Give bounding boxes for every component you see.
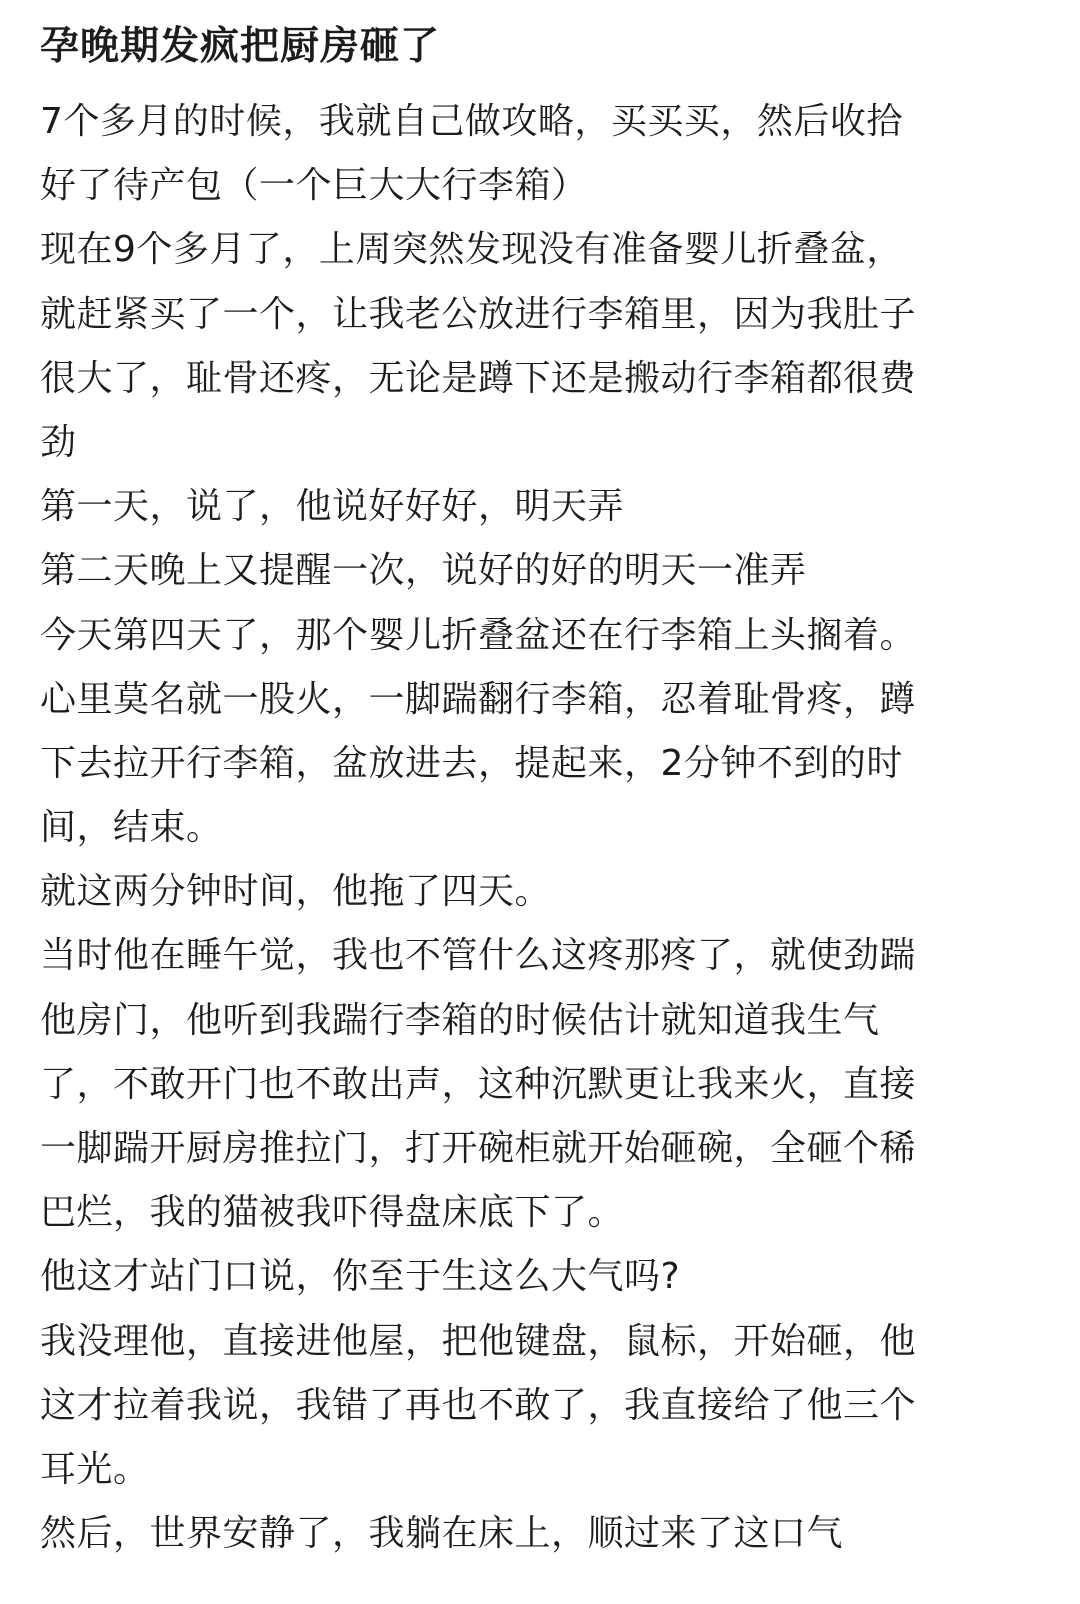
post-line: 心里莫名就一股火，一脚踹翻行李箱，忍着耻骨疼，蹲 [40,678,917,720]
post-line: 当时他在睡午觉，我也不管什么这疼那疼了，就使劲踹 [40,935,917,977]
post-line: 下去拉开行李箱，盆放进去，提起来，2分钟不到的时 [40,742,903,784]
post-title: 孕晚期发疯把厨房砸了 [40,24,441,69]
post-line: 今天第四天了，那个婴儿折叠盆还在行李箱上头搁着。 [40,614,917,656]
post-line: 一脚踹开厨房推拉门，打开碗柜就开始砸碗，全砸个稀 [40,1128,917,1169]
post-line: 他房门，他听到我踹行李箱的时候估计就知道我生气 [40,999,880,1041]
post-line: 第二天晚上又提醒一次，说好的好的明天一准弄 [40,550,807,592]
post-line: 我没理他，直接进他屋，把他键盘，鼠标，开始砸，他 [40,1320,917,1362]
post-line: 现在9个多月了，上周突然发现没有准备婴儿折叠盆， [40,229,903,271]
post-line: 好了待产包（一个巨大大行李箱） [40,165,588,207]
post-line: 巴烂，我的猫被我吓得盘床底下了。 [40,1192,625,1234]
post-line: 第一天，说了，他说好好好，明天弄 [40,486,625,528]
post-line: 很大了，耻骨还疼，无论是蹲下还是搬动行李箱都很费 [40,357,917,399]
post-line: 就赶紧买了一个，让我老公放进行李箱里，因为我肚子 [40,293,917,335]
post-line: 他这才站门口说，你至于生这么大气吗? [40,1256,681,1298]
post-line: 就这两分钟时间，他拖了四天。 [40,871,552,913]
post-line: 了，不敢开门也不敢出声，这种沉默更让我来火，直接 [40,1063,917,1105]
post-line: 这才拉着我说，我错了再也不敢了，我直接给了他三个 [40,1384,917,1426]
post-line: 间，结束。 [40,807,223,849]
post-body [40,90,1040,1566]
post-line: 7个多月的时候，我就自己做攻略，买买买，然后收拾 [40,101,903,142]
post-line: 耳光。 [40,1448,150,1490]
post-line: 劲 [40,421,77,463]
post [40,14,1040,1566]
post-line: 然后，世界安静了，我躺在床上，顺过来了这口气 [40,1513,844,1555]
